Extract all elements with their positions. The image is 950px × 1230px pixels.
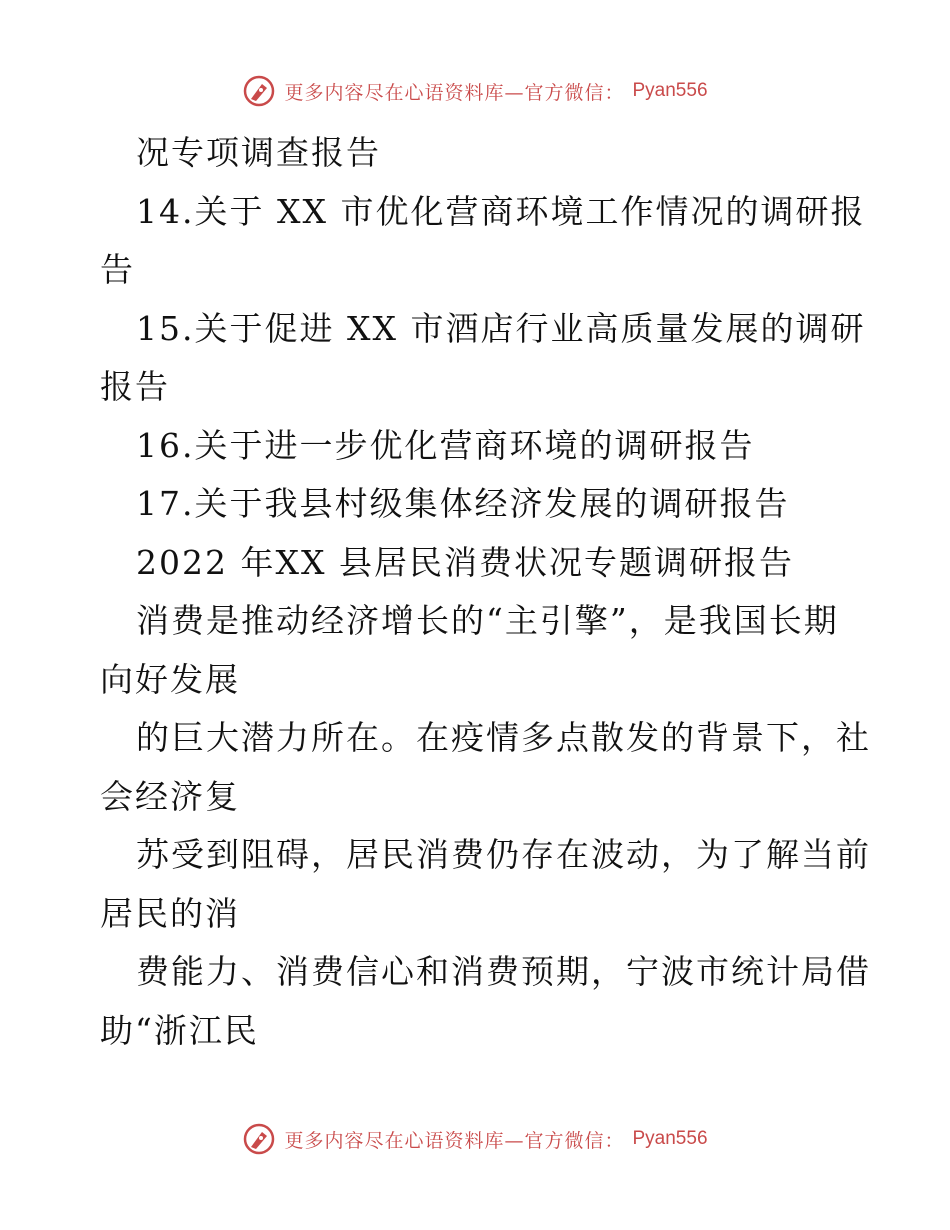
pen-nib-logo-icon [242,74,276,108]
text-line: 向好发展 [100,659,240,699]
watermark-text: 更多内容尽在心语资料库—官方微信： [284,1129,625,1152]
text-line: 居民的消 [100,893,240,933]
pen-nib-logo-icon [242,1122,276,1156]
text-line: 助“浙江民 [100,1010,259,1050]
text-line: 14.关于 XX 市优化营商环境工作情况的调研报 [136,191,866,231]
document-body [100,124,871,1060]
text-line: 会经济复 [100,776,240,816]
watermark-wechat-id: Pyan556 [632,80,708,101]
text-line: 苏受到阻碍，居民消费仍存在波动，为了解当前 [136,835,871,874]
text-line: 15.关于促进 XX 市酒店行业高质量发展的调研 [136,308,866,348]
watermark-wechat-id: Pyan556 [632,1128,708,1149]
text-line: 消费是推动经济增长的“主引擎”，是我国长期 [136,601,839,640]
text-line: 告 [100,250,135,289]
header-watermark [0,71,950,111]
text-line: 报告 [100,367,170,406]
text-line: 的巨大潜力所在。在疫情多点散发的背景下，社 [136,718,871,757]
footer-watermark [0,1119,950,1159]
text-line: 17.关于我县村级集体经济发展的调研报告 [136,484,790,523]
text-line: 况专项调查报告 [136,133,381,172]
text-line: 2022 年XX 县居民消费状况专题调研报告 [136,542,794,582]
watermark-text: 更多内容尽在心语资料库—官方微信： [284,81,625,104]
text-line: 费能力、消费信心和消费预期，宁波市统计局借 [136,952,871,991]
text-line: 16.关于进一步优化营商环境的调研报告 [136,425,755,465]
